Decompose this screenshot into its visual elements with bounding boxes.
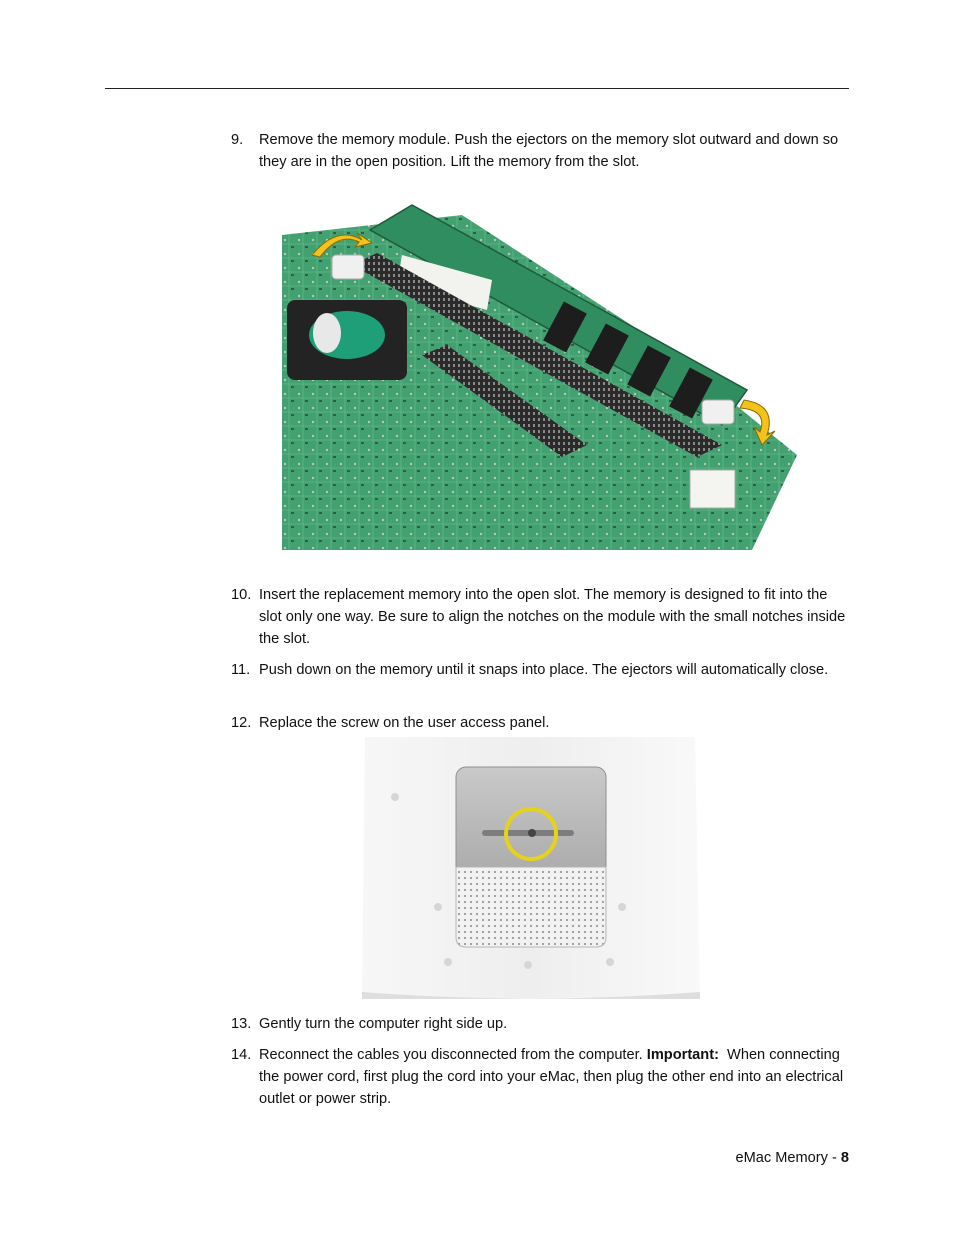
vent-grille (456, 867, 606, 947)
step-text: Remove the memory module. Push the ejectors on the memory slot outward and down so they are in the open position. Lift the memory from the slot. (259, 132, 839, 170)
step-text: Replace the screw on the user access panel. (259, 715, 550, 731)
access-panel-photo (270, 737, 792, 1003)
step-number: 10. (231, 587, 252, 603)
white-connector (690, 470, 735, 508)
ejector-left (332, 255, 364, 279)
foot-icon (444, 958, 452, 966)
step-number: 14. (231, 1047, 252, 1063)
access-panel (456, 767, 606, 882)
step-number: 9. (231, 132, 244, 148)
step-14 (231, 1044, 851, 1110)
ejector-right (702, 400, 734, 424)
screw-icon (528, 829, 536, 837)
step-10 (231, 584, 851, 650)
step-number: 12. (231, 715, 252, 731)
step-number: 11. (231, 662, 251, 678)
page-footer (735, 1150, 849, 1166)
step-text (259, 1044, 851, 1110)
step-number: 13. (231, 1016, 252, 1032)
page-number: 8 (840, 1150, 849, 1166)
footer-title: eMac Memory - (735, 1150, 841, 1166)
step-11 (231, 659, 851, 681)
header-rule (105, 88, 849, 89)
foot-icon (434, 903, 442, 911)
step-13 (231, 1013, 851, 1035)
foot-icon (618, 903, 626, 911)
step-text: Push down on the memory until it snaps into place. The ejectors will automatically close. (259, 662, 829, 678)
step-text: Insert the replacement memory into the open slot. The memory is designed to fit into the slot only one way. Be sure to align the notches on the module with the small notches inside the slot. (259, 587, 846, 647)
important-label: Important: (646, 1047, 719, 1063)
step-text: Gently turn the computer right side up. (259, 1016, 508, 1032)
foot-icon (391, 793, 399, 801)
step-text-after: When connecting the power cord, first plug the cord into your eMac, then plug the other end into an electrical outlet or power strip. (259, 1047, 844, 1107)
memory-module-photo (282, 195, 797, 550)
foot-icon (606, 958, 614, 966)
step-9 (231, 129, 851, 173)
foot-icon (524, 961, 532, 969)
step-text-intro: Reconnect the cables you disconnected from the computer. (259, 1047, 643, 1063)
battery-cap (313, 313, 341, 353)
step-12 (231, 712, 851, 734)
